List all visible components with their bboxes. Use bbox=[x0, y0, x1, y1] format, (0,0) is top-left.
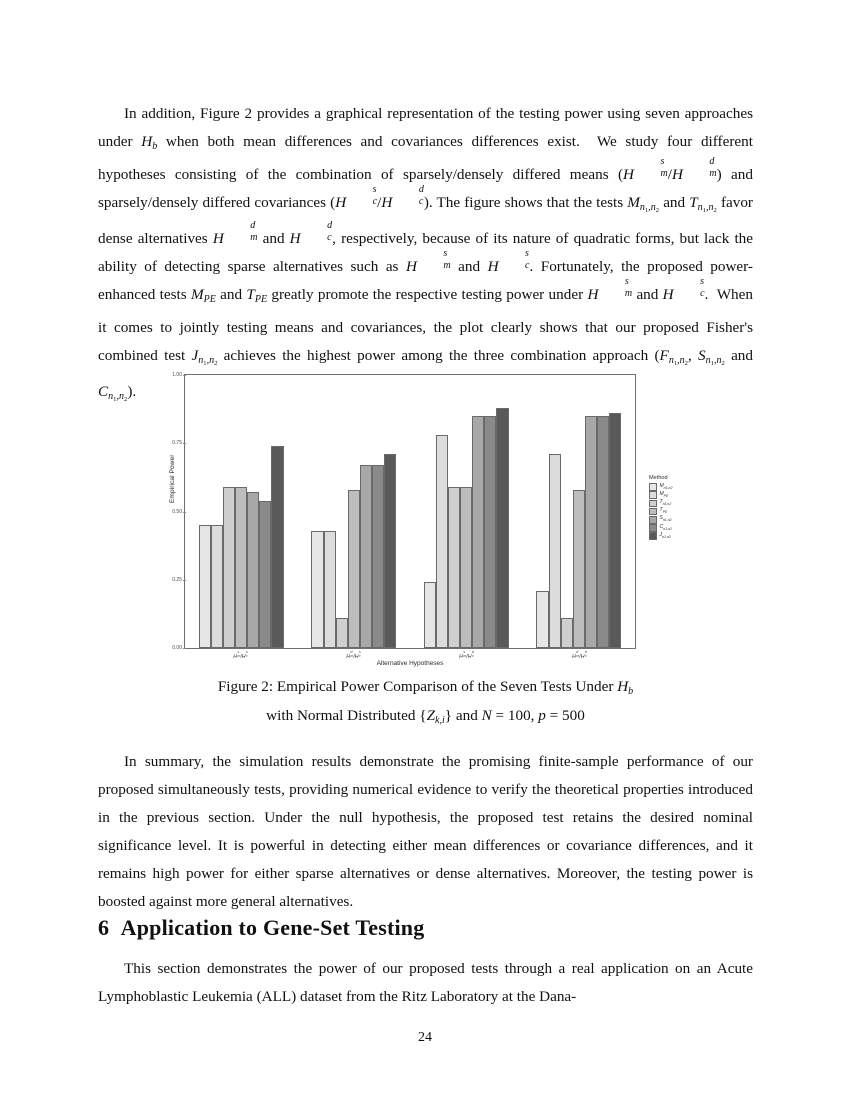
bar[interactable] bbox=[424, 582, 436, 648]
bar[interactable] bbox=[235, 487, 247, 648]
legend-item-list bbox=[649, 483, 707, 540]
bar-plot-area bbox=[185, 375, 635, 648]
legend-swatch bbox=[649, 516, 657, 524]
legend-item[interactable] bbox=[649, 508, 707, 516]
legend-label: $M_{PE}$ bbox=[659, 490, 669, 498]
legend-item[interactable] bbox=[649, 491, 707, 499]
bar[interactable] bbox=[585, 416, 597, 648]
bar[interactable] bbox=[223, 487, 235, 648]
section-heading bbox=[98, 915, 753, 941]
legend-item[interactable] bbox=[649, 516, 707, 524]
y-tick-label: 1.00 bbox=[172, 372, 182, 378]
bar[interactable] bbox=[609, 413, 621, 648]
bar[interactable] bbox=[199, 525, 211, 648]
legend-label: $J_{n1,n2}$ bbox=[659, 531, 671, 539]
figure-caption-p: p bbox=[538, 706, 546, 724]
legend-label: $T_{PE}$ bbox=[659, 507, 668, 515]
bar[interactable] bbox=[324, 531, 336, 648]
bar[interactable] bbox=[496, 408, 508, 648]
bar[interactable] bbox=[561, 618, 573, 648]
legend-label: $C_{n1,n2}$ bbox=[659, 523, 672, 531]
bar[interactable] bbox=[372, 465, 384, 648]
legend-swatch bbox=[649, 500, 657, 508]
x-tick-label: H d m /H d c bbox=[572, 649, 587, 661]
bar[interactable] bbox=[311, 531, 323, 648]
y-tick-label: 0.75 bbox=[172, 440, 182, 446]
bar[interactable] bbox=[436, 435, 448, 648]
figure-caption-line2b: and bbox=[455, 706, 478, 724]
figure-caption-hb: H bbox=[617, 678, 629, 695]
legend-swatch bbox=[649, 524, 657, 532]
bar[interactable] bbox=[484, 416, 496, 648]
page-number: 24 bbox=[418, 1030, 432, 1045]
legend-item[interactable] bbox=[649, 524, 707, 532]
bar[interactable] bbox=[259, 501, 271, 648]
bar[interactable] bbox=[247, 492, 259, 648]
bar-group bbox=[523, 375, 636, 648]
figure-caption: Figure 2: Empirical Power Comparison of the Seven Tests Under $H_b$ with Normal Distributed $\{Z_{k,i}\}$ and N = 100, p = 500 bbox=[217, 678, 634, 726]
bar-group bbox=[185, 375, 298, 648]
legend-swatch bbox=[649, 508, 657, 516]
y-tick-label: 0.25 bbox=[172, 577, 182, 583]
x-tick-label: H s m /H s c bbox=[233, 649, 248, 661]
bar[interactable] bbox=[384, 454, 396, 648]
y-tick-label: 0.00 bbox=[172, 645, 182, 651]
y-tick-label: 0.50 bbox=[172, 509, 182, 515]
paragraph-three: This section demonstrates the power of our proposed tests through a real application on an Acute Lymphoblastic Leukemia (ALL) dataset from the Ritz Laboratory at the Dana- bbox=[98, 960, 753, 1006]
chart-legend bbox=[646, 472, 710, 544]
section-title: Application to Gene-Set Testing bbox=[120, 915, 425, 940]
x-tick-label: H s m /H d c bbox=[459, 649, 474, 661]
bar-group bbox=[298, 375, 411, 648]
x-tick-label: H d m /H s c bbox=[346, 649, 361, 661]
figure-caption-line1: Figure 2: Empirical Power Comparison of the Seven Tests Under bbox=[217, 678, 614, 695]
legend-label: $T_{n1,n2}$ bbox=[659, 498, 672, 506]
bar[interactable] bbox=[360, 465, 372, 648]
legend-item[interactable] bbox=[649, 483, 707, 491]
legend-item[interactable] bbox=[649, 499, 707, 507]
figure-caption-line2a: with Normal Distributed bbox=[266, 706, 416, 724]
legend-swatch bbox=[649, 491, 657, 499]
legend-label: $S_{n1,n2}$ bbox=[659, 515, 672, 523]
bar[interactable] bbox=[573, 490, 585, 648]
figure-caption-n: N bbox=[481, 706, 492, 724]
bar[interactable] bbox=[460, 487, 472, 648]
bar[interactable] bbox=[336, 618, 348, 648]
chart-plot-frame bbox=[169, 372, 636, 651]
section-heading-block bbox=[98, 915, 753, 941]
paragraph-two-block bbox=[98, 748, 753, 917]
bar[interactable] bbox=[597, 416, 609, 648]
bar[interactable] bbox=[536, 591, 548, 648]
legend-title: Method bbox=[649, 475, 668, 481]
bar[interactable] bbox=[549, 454, 561, 648]
legend-swatch bbox=[649, 532, 657, 540]
section-number: 6 bbox=[98, 915, 110, 940]
legend-item[interactable] bbox=[649, 532, 707, 540]
bar[interactable] bbox=[271, 446, 283, 648]
bar[interactable] bbox=[348, 490, 360, 648]
x-axis-title: Alternative Hypotheses bbox=[376, 660, 444, 667]
paragraph-two: In summary, the simulation results demonstrate the promising finite-sample performance of our proposed simultaneously tests, providing numerical evidence to verify the theoretical properties introduced in the previous section. Under the null hypothesis, the proposed test retains the desired nominal significance level. It is powerful in detecting either mean differences or covariance differences, and it remains high power for either sparse alternatives or dense alternatives. Moreover, the testing power is boosted against more general alternatives. bbox=[98, 753, 753, 911]
bar[interactable] bbox=[472, 416, 484, 648]
figure-2 bbox=[98, 360, 753, 726]
legend-swatch bbox=[649, 483, 657, 491]
paragraph-three-block bbox=[98, 955, 753, 1011]
y-axis-title: Empirical Power bbox=[169, 454, 176, 503]
bar[interactable] bbox=[211, 525, 223, 648]
bar-group bbox=[410, 375, 523, 648]
bar[interactable] bbox=[448, 487, 460, 648]
legend-label: $M_{n1,n2}$ bbox=[659, 482, 673, 490]
paragraph-one: In addition, Figure 2 provides a graphical representation of the testing power using seven approaches under $H_b$ when both mean differences and covariances differences exist. We study four different hypotheses consisting of the combination of sparsely/densely differed means (H s m /H d m ) and sparsely/densely differed covariances (H s c /H d c ). The figure shows that the tests $M_{n_1,n_2}$ and $T_{n_1,n_2}$ favor dense alternatives H d m and H d c , respectively, because of its nature of quadratic forms, but lack the ability of detecting sparse alternatives such as H s m and H s c . Fortunately, the proposed power-enhanced tests $M_{PE}$ and $T_{PE}$ greatly promote the respective testing power under H s m and H s c . When it comes to jointly testing means and covariances, the plot clearly shows that our proposed Fisher's combined test $J_{n_1,n_2}$ achieves the highest power among the three combination approach ($F_{n_1,n_2}$, $S_{n_1,n_2}$ and $C_{n_1,n_2}$). bbox=[98, 105, 753, 403]
